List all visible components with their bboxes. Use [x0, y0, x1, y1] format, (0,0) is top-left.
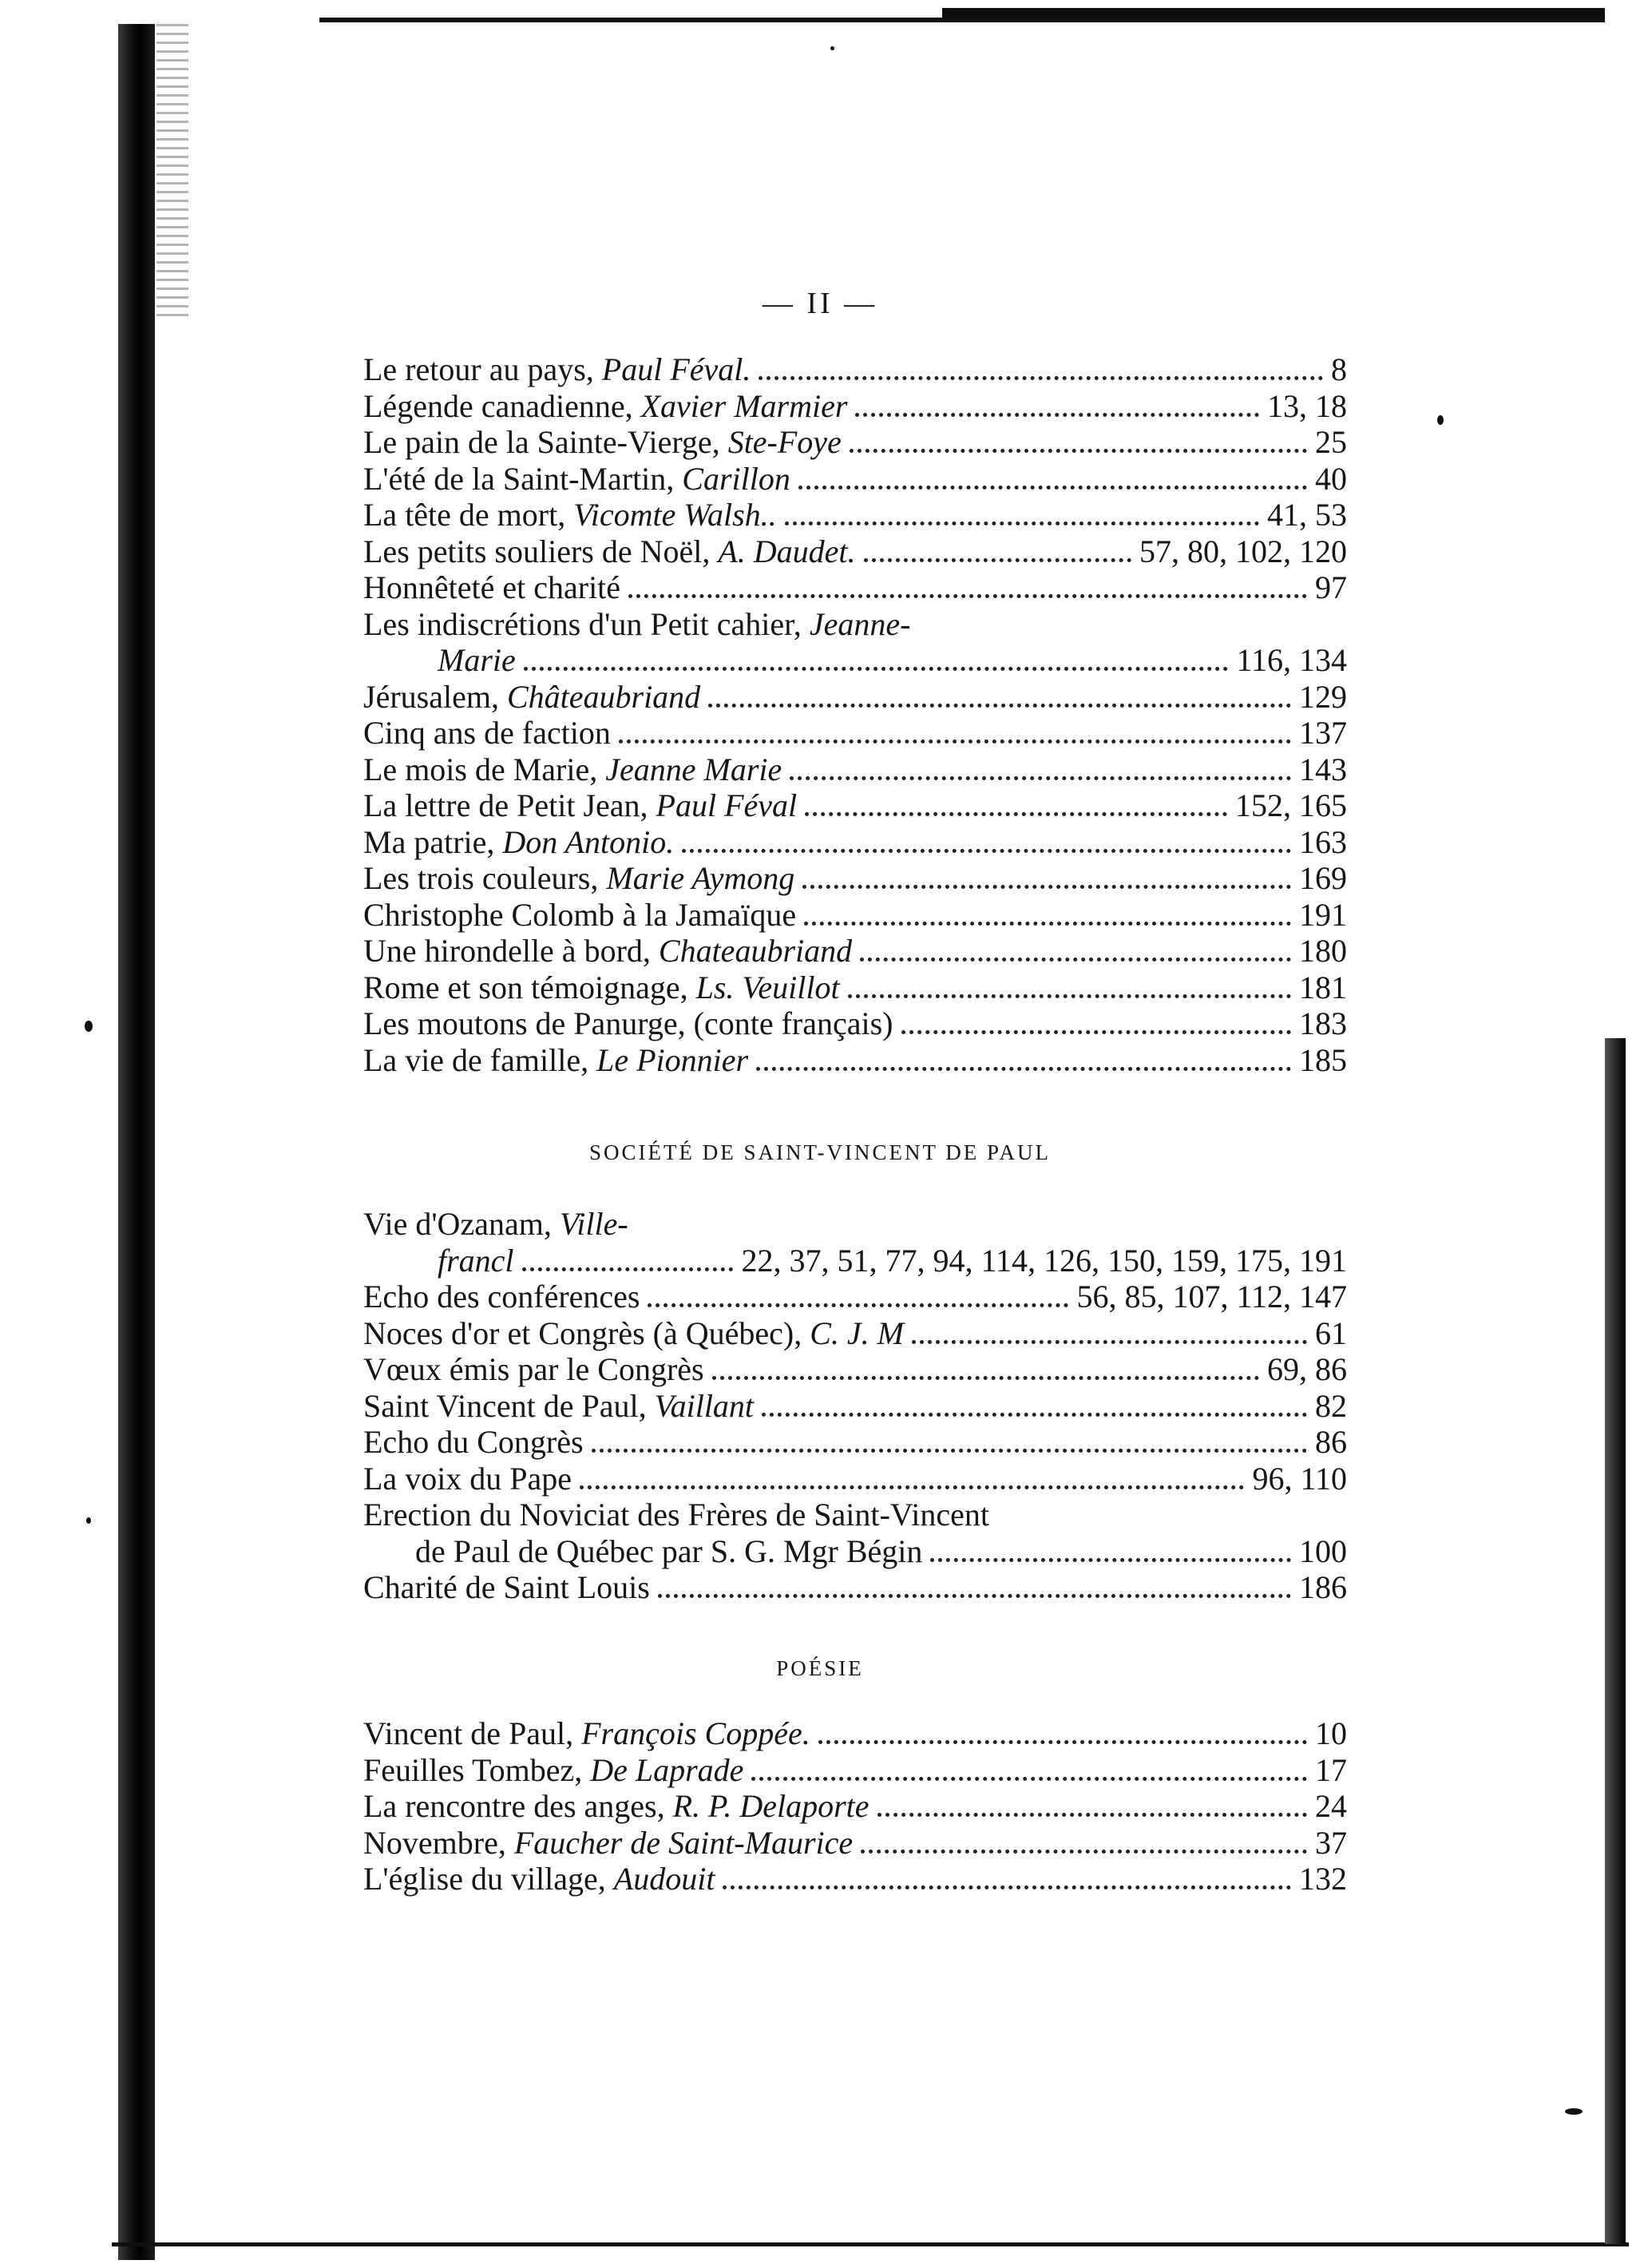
entry-title — [363, 1715, 810, 1752]
dot-leader — [848, 994, 1291, 998]
entry-author: Le Pionnier — [596, 1041, 749, 1078]
toc-entry — [363, 751, 1347, 788]
entry-author: Vaillant — [654, 1387, 755, 1424]
entry-author: Carillon — [682, 460, 790, 497]
entry-author: Paul Féval — [656, 787, 798, 823]
dot-leader — [785, 521, 1259, 525]
toc-entry — [438, 1243, 1347, 1279]
entry-title-text: Rome et son témoignage, — [363, 969, 696, 1005]
toc-entry — [363, 1424, 1347, 1461]
toc-entry — [363, 824, 1347, 861]
entry-title — [363, 1461, 572, 1497]
entry-author: Châteaubriand — [506, 678, 701, 715]
entry-title — [363, 1206, 628, 1243]
toc-entry — [363, 897, 1347, 934]
toc-entry — [363, 606, 1347, 643]
toc-entry — [363, 424, 1347, 461]
entry-pages: 57, 80, 102, 120 — [1139, 533, 1347, 569]
entry-pages: 116, 134 — [1236, 642, 1347, 678]
entry-title — [363, 1315, 904, 1352]
entry-title — [363, 569, 620, 606]
dot-leader — [850, 449, 1307, 453]
entry-author: Marie Aymong — [606, 860, 795, 896]
running-head: — II — — [762, 287, 878, 320]
entry-pages: 100 — [1299, 1532, 1347, 1569]
entry-title — [363, 897, 796, 934]
entry-pages: 137 — [1299, 715, 1347, 751]
dot-leader — [802, 885, 1291, 889]
entry-title — [363, 606, 910, 643]
entry-author: Xavier Marmier — [640, 387, 848, 424]
dot-leader — [790, 776, 1291, 780]
entry-pages: 41, 53 — [1267, 497, 1347, 533]
entry-title-text: Christophe Colomb à la Jamaïque — [363, 896, 797, 933]
entry-title-text: L'été de la Saint-Martin, — [363, 460, 683, 497]
entry-title-text: La tête de mort, — [363, 497, 574, 533]
toc-entry — [363, 1351, 1347, 1388]
dot-leader — [864, 558, 1131, 562]
entry-title — [363, 424, 842, 461]
toc-entry — [363, 1861, 1347, 1897]
dot-leader — [723, 1885, 1291, 1889]
entry-pages: 56, 85, 107, 112, 147 — [1076, 1279, 1347, 1314]
toc-entry — [363, 1206, 1347, 1243]
toc-entry — [363, 1788, 1347, 1825]
entry-pages: 61 — [1315, 1314, 1347, 1351]
toc-entry — [363, 461, 1347, 498]
entry-pages: 96, 110 — [1252, 1460, 1347, 1497]
entry-title-text: La rencontre des anges, — [363, 1788, 673, 1824]
entry-pages: 69, 86 — [1267, 1351, 1347, 1387]
entry-title-text: Echo du Congrès — [363, 1424, 584, 1460]
entry-title — [363, 1861, 715, 1897]
entry-pages: 143 — [1299, 751, 1347, 787]
entry-pages: 22, 37, 51, 77, 94, 114, 126, 150, 159, 175, 191 — [741, 1242, 1347, 1279]
entry-title — [363, 787, 797, 824]
entry-title — [363, 1752, 743, 1789]
entry-author: Don Antonio. — [502, 823, 675, 860]
entry-pages: 163 — [1299, 823, 1347, 860]
entry-title-text: Le mois de Marie, — [363, 751, 606, 787]
entry-title-text: Le pain de la Sainte-Vierge, — [363, 424, 728, 460]
entry-title — [415, 1533, 922, 1570]
dot-leader — [798, 486, 1307, 490]
dot-leader — [592, 1449, 1307, 1453]
toc-entry — [363, 351, 1347, 388]
entry-title-text: Vincent de Paul, — [363, 1715, 582, 1751]
entry-title-text: Les petits souliers de Noël, — [363, 533, 719, 569]
section-heading-poesie: POÉSIE — [776, 1656, 864, 1680]
dot-leader — [682, 849, 1291, 853]
toc-entry — [363, 679, 1347, 716]
entry-title — [363, 751, 782, 788]
dot-leader — [708, 704, 1291, 708]
entry-author: Marie — [438, 642, 516, 678]
dot-leader — [762, 1413, 1307, 1417]
dot-leader — [712, 1376, 1259, 1380]
entry-pages: 180 — [1299, 933, 1347, 969]
entry-pages: 183 — [1299, 1005, 1347, 1041]
dot-leader — [930, 1558, 1291, 1562]
entry-author: De Laprade — [590, 1751, 744, 1788]
entry-pages: 169 — [1299, 860, 1347, 896]
entry-pages: 24 — [1315, 1788, 1347, 1824]
entry-title — [363, 1388, 754, 1425]
toc-entry — [363, 533, 1347, 570]
entry-title — [363, 1825, 853, 1862]
dot-leader — [912, 1340, 1307, 1344]
toc-entry — [363, 1279, 1347, 1315]
entry-title — [438, 642, 516, 679]
scan-noise — [156, 24, 188, 319]
entry-pages: 86 — [1315, 1424, 1347, 1460]
entry-title-text: Ma patrie, — [363, 823, 503, 860]
entry-title-text: Le retour au pays, — [363, 351, 602, 387]
toc-entry — [363, 1315, 1347, 1352]
entry-title — [363, 497, 777, 533]
ink-speck — [86, 1517, 91, 1524]
dot-leader — [658, 1594, 1291, 1598]
entry-pages: 17 — [1315, 1751, 1347, 1788]
entry-title-text: Jérusalem, — [363, 678, 507, 715]
dot-leader — [860, 958, 1291, 962]
entry-title — [363, 1351, 704, 1388]
dot-leader — [804, 922, 1291, 926]
entry-title — [363, 351, 751, 388]
entry-title-text: Légende canadienne, — [363, 387, 641, 424]
entry-pages: 40 — [1315, 460, 1347, 497]
entry-author: Audouit — [613, 1861, 715, 1897]
dot-leader — [818, 1740, 1307, 1744]
entry-title — [363, 1497, 989, 1533]
entry-title-text: La voix du Pape — [363, 1460, 572, 1497]
dot-leader — [861, 1850, 1307, 1854]
entry-title-text: Vœux émis par le Congrès — [363, 1351, 704, 1387]
ink-speck — [830, 46, 834, 50]
toc-entry — [363, 1569, 1347, 1606]
entry-pages: 10 — [1315, 1715, 1347, 1751]
entry-title — [363, 1424, 584, 1461]
entry-title — [363, 1788, 870, 1825]
right-edge-shadow — [1605, 1038, 1626, 2244]
toc-entry — [363, 1497, 1347, 1533]
dot-leader — [628, 594, 1307, 598]
top-rule — [319, 18, 1605, 22]
entry-pages: 97 — [1315, 569, 1347, 605]
ink-speck — [1565, 2108, 1583, 2115]
toc-entry — [415, 1533, 1347, 1570]
dot-leader — [619, 739, 1291, 743]
entry-title — [363, 824, 674, 861]
entry-title — [363, 933, 852, 969]
entry-pages: 191 — [1299, 896, 1347, 933]
entry-title-text: Honnêteté et charité — [363, 569, 621, 605]
toc-entry — [363, 497, 1347, 533]
entry-author: François Coppée. — [581, 1715, 810, 1751]
toc-entry — [363, 969, 1347, 1006]
toc-entry — [363, 569, 1347, 606]
section-heading-saint-vincent: SOCIÉTÉ DE SAINT-VINCENT DE PAUL — [588, 1140, 1051, 1164]
entry-title — [363, 1279, 640, 1315]
dot-leader — [648, 1303, 1068, 1307]
entry-title-text: La lettre de Petit Jean, — [363, 787, 656, 823]
entry-title-text: Charité de Saint Louis — [363, 1569, 650, 1605]
entry-title — [363, 1042, 748, 1079]
entry-title-text: Les moutons de Panurge, (conte français) — [363, 1005, 893, 1041]
entry-pages: 25 — [1315, 424, 1347, 460]
entry-pages: 185 — [1299, 1041, 1347, 1078]
entry-title — [363, 533, 856, 570]
entry-pages: 129 — [1299, 678, 1347, 715]
toc-entry — [363, 787, 1347, 824]
entry-author: Faucher de Saint-Maurice — [513, 1824, 854, 1861]
entry-title — [363, 860, 794, 897]
entry-pages: 132 — [1299, 1861, 1347, 1897]
entry-author: C. J. M — [810, 1314, 904, 1351]
entry-pages: 82 — [1315, 1387, 1347, 1424]
entry-author: Ste-Foye — [727, 424, 842, 460]
entry-pages: 13, 18 — [1267, 387, 1347, 424]
entry-pages: 152, 165 — [1235, 787, 1347, 823]
toc-entry — [363, 860, 1347, 897]
entry-author: R. P. Delaporte — [672, 1788, 870, 1824]
entry-pages: 181 — [1299, 969, 1347, 1005]
entry-title — [363, 679, 700, 716]
entry-author: Ville- — [559, 1206, 628, 1242]
entry-title-text: de Paul de Québec par S. G. Mgr Bégin — [415, 1532, 923, 1569]
entry-title-text: Erection du Noviciat des Frères de Saint-Vincent — [363, 1497, 990, 1532]
toc-entry — [363, 388, 1347, 425]
dot-leader — [751, 1777, 1307, 1781]
entry-author: francl — [438, 1242, 514, 1279]
toc-entry — [363, 933, 1347, 969]
entry-author: Jeanne Marie — [605, 751, 782, 787]
entry-title-text: Feuilles Tombez, — [363, 1751, 591, 1788]
entry-title-text: L'église du village, — [363, 1861, 614, 1897]
entry-author: Ls. Veuillot — [695, 969, 840, 1005]
entry-title-text: Cinq ans de faction — [363, 715, 611, 751]
entry-title — [363, 461, 790, 498]
entry-title-text: Echo des conférences — [363, 1279, 640, 1314]
toc-entry — [363, 1461, 1347, 1497]
entry-title-text: Saint Vincent de Paul, — [363, 1387, 655, 1424]
entry-title-text: Novembre, — [363, 1824, 514, 1861]
entry-author: Chateaubriand — [658, 933, 853, 969]
toc-entry — [438, 642, 1347, 679]
entry-title-text: Les indiscrétions d'un Petit cahier, — [363, 605, 810, 642]
entry-author: Jeanne- — [809, 605, 911, 642]
dot-leader — [759, 376, 1323, 380]
entry-title — [363, 388, 847, 425]
dot-leader — [855, 413, 1259, 417]
toc-entry — [363, 1005, 1347, 1042]
entry-author: Paul Féval. — [601, 351, 751, 387]
entry-title — [363, 1005, 893, 1042]
entry-title — [363, 969, 840, 1006]
toc-entry — [363, 1825, 1347, 1862]
dot-leader — [805, 812, 1227, 816]
entry-title-text: La vie de famille, — [363, 1041, 597, 1078]
entry-title-text: Vie d'Ozanam, — [363, 1206, 560, 1242]
entry-title — [363, 715, 611, 751]
toc-entry — [363, 715, 1347, 751]
ink-speck — [1437, 415, 1444, 425]
dot-leader — [524, 667, 1229, 671]
dot-leader — [877, 1813, 1307, 1817]
entry-title-text: Noces d'or et Congrès (à Québec), — [363, 1314, 810, 1351]
entry-title — [363, 1569, 650, 1606]
dot-leader — [522, 1267, 734, 1271]
dot-leader — [580, 1485, 1244, 1489]
entry-title — [438, 1243, 514, 1279]
toc-entry — [363, 1042, 1347, 1079]
entry-title-text: Les trois couleurs, — [363, 860, 607, 896]
toc-entry — [363, 1715, 1347, 1752]
entry-author: Vicomte Walsh.. — [573, 497, 777, 533]
entry-author: A. Daudet. — [718, 533, 856, 569]
toc-entry — [363, 1388, 1347, 1425]
toc-entry — [363, 1752, 1347, 1789]
entry-pages: 186 — [1299, 1569, 1347, 1605]
ink-speck — [85, 1021, 93, 1032]
entry-title-text: Une hirondelle à bord, — [363, 933, 659, 969]
dot-leader — [756, 1067, 1291, 1071]
bottom-rule — [112, 2242, 1629, 2246]
entry-pages: 8 — [1331, 351, 1347, 387]
dot-leader — [901, 1030, 1292, 1034]
entry-pages: 37 — [1315, 1824, 1347, 1861]
